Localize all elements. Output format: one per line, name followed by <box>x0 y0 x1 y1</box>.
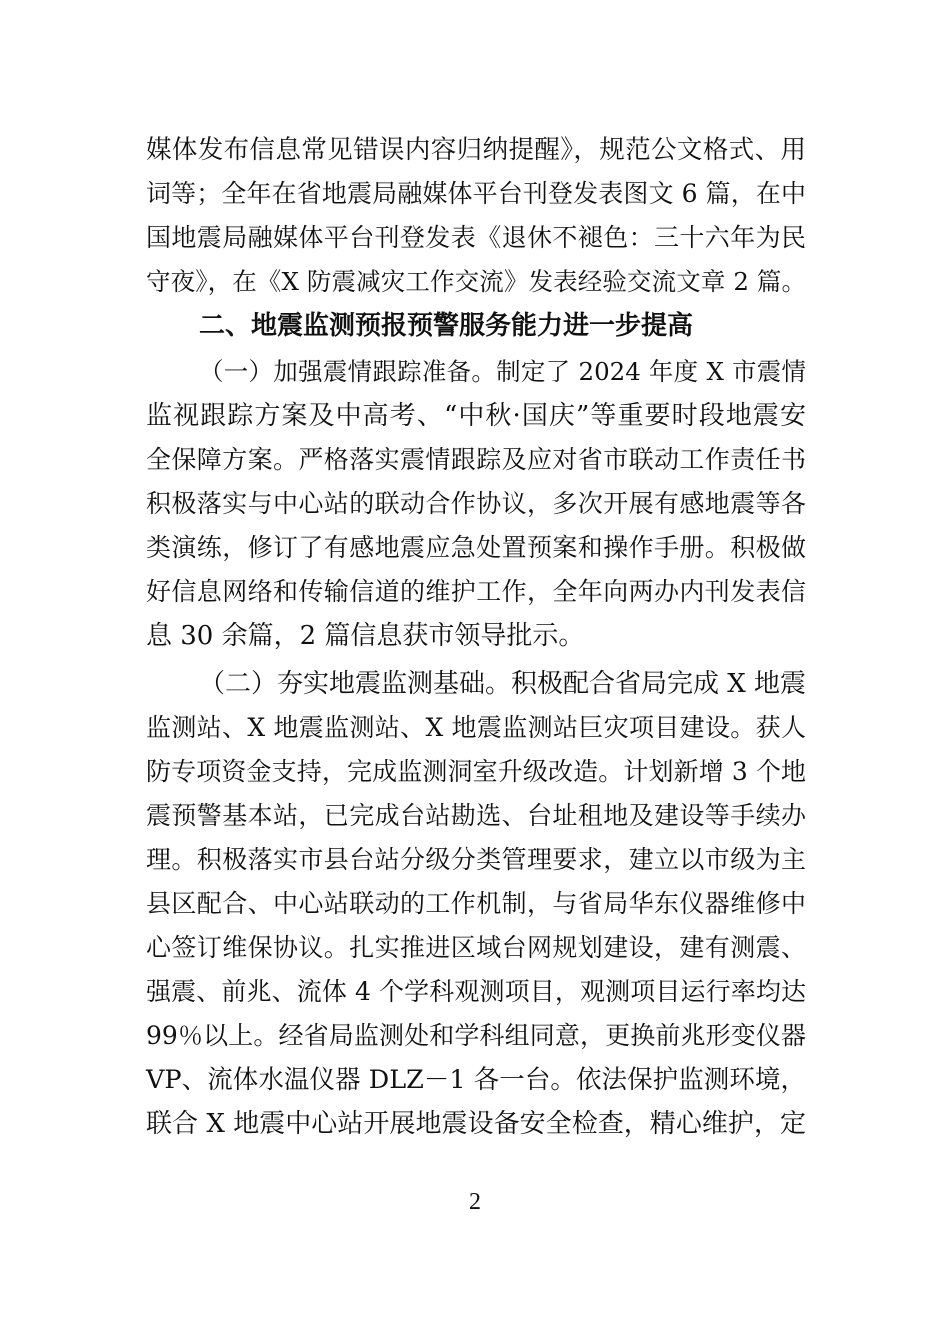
text-line: 县区配合、中心站联动的工作机制，与省局华东仪器维修中 <box>146 889 806 918</box>
text-line: （一）加强震情跟踪准备。制定了 2024 年度 X 市震情 <box>199 357 806 386</box>
text-line: 震预警基本站，已完成台站勘选、台址租地及建设等手续办 <box>146 801 806 830</box>
text-line: 监测站、X 地震监测站、X 地震监测站巨灾项目建设。获人 <box>146 713 806 742</box>
text-line: 积极落实与中心站的联动合作协议，多次开展有感地震等各 <box>146 489 806 518</box>
page-number: 2 <box>469 1189 481 1215</box>
text-line: VP、流体水温仪器 DLZ－1 各一台。依法保护监测环境， <box>146 1065 806 1095</box>
text-line: 理。积极落实市县台站分级分类管理要求，建立以市级为主 <box>146 845 806 874</box>
text-line: 媒体发布信息常见错误内容归纳提醒》，规范公文格式、用 <box>146 135 806 165</box>
text-line: 全保障方案。严格落实震情跟踪及应对省市联动工作责任书 <box>146 445 806 474</box>
text-line: 心签订维保协议。扎实推进区域台网规划建设，建有测震、 <box>146 933 806 962</box>
text-line: 守夜》，在《X 防震减灾工作交流》发表经验交流文章 2 篇。 <box>146 267 806 296</box>
text-line: 防专项资金支持，完成监测洞室升级改造。计划新增 3 个地 <box>146 757 806 786</box>
section-heading: 二、地震监测预报预警服务能力进一步提高 <box>199 311 694 341</box>
text-line: 联合 X 地震中心站开展地震设备安全检查，精心维护，定 <box>146 1109 806 1139</box>
text-line: 词等；全年在省地震局融媒体平台刊登发表图文 6 篇，在中 <box>146 179 806 208</box>
text-line: 息 30 余篇，2 篇信息获市领导批示。 <box>146 621 585 651</box>
text-line: 好信息网络和传输信道的维护工作，全年向两办内刊发表信 <box>146 577 806 606</box>
text-line: 类演练，修订了有感地震应急处置预案和操作手册。积极做 <box>146 533 806 562</box>
text-line: 国地震局融媒体平台刊登发表《退休不褪色：三十六年为民 <box>146 223 806 252</box>
text-line: 强震、前兆、流体 4 个学科观测项目，观测项目运行率均达 <box>146 977 806 1006</box>
text-line: 监视跟踪方案及中高考、“中秋·国庆”等重要时段地震安 <box>146 401 806 431</box>
text-line: （二）夯实地震监测基础。积极配合省局完成 X 地震 <box>199 669 807 699</box>
text-line: 99％以上。经省局监测处和学科组同意，更换前兆形变仪器 <box>146 1021 806 1050</box>
